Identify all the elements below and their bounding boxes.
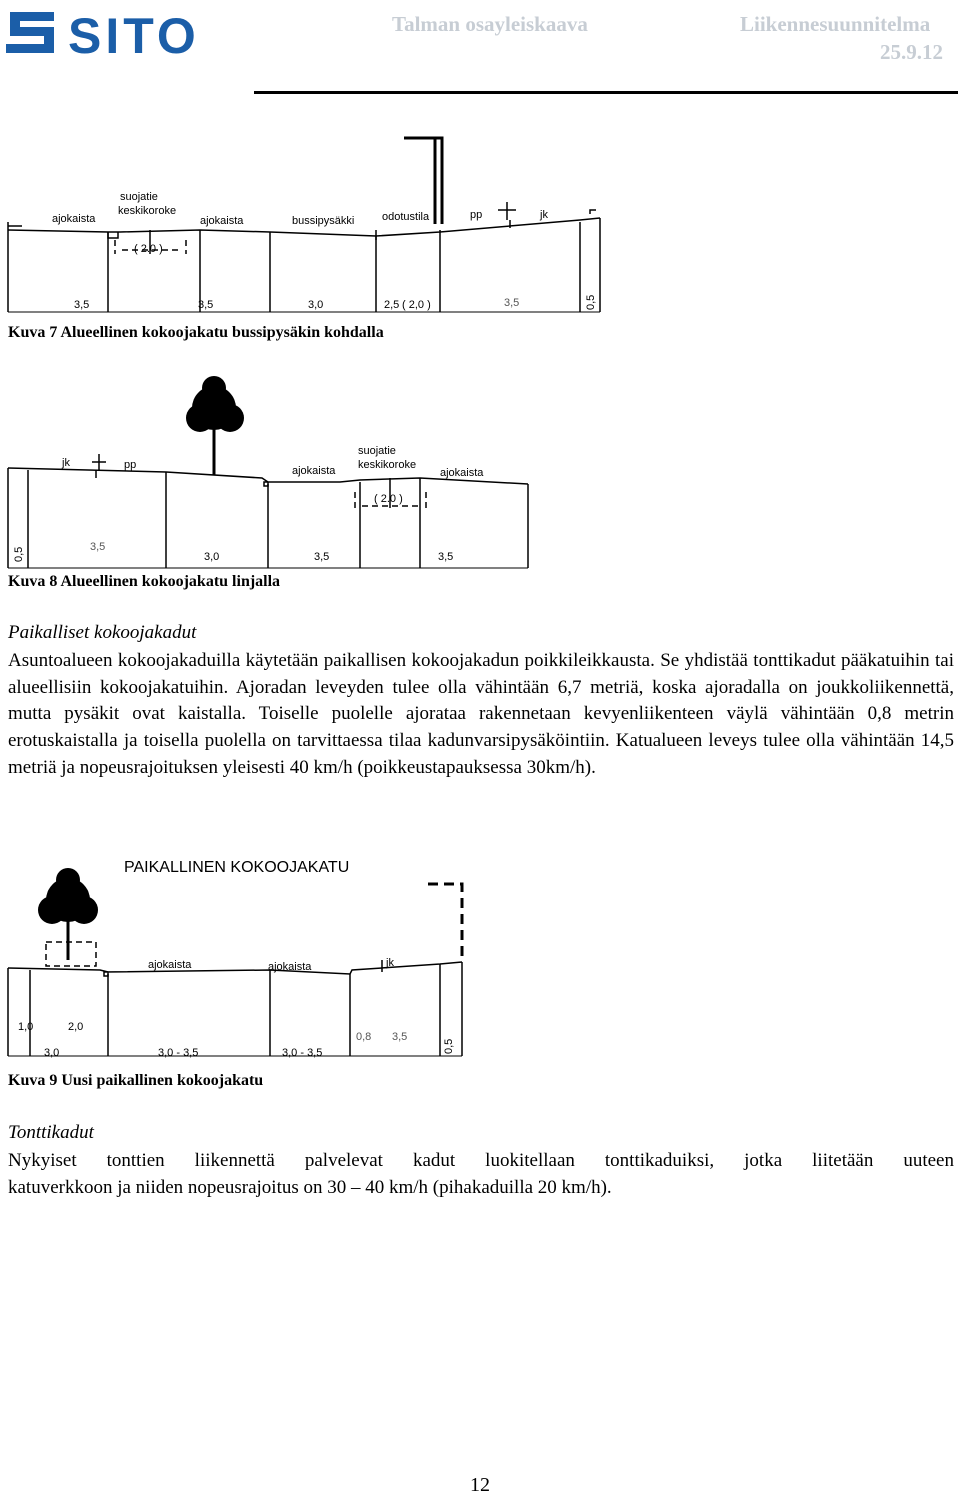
section-body-tonttikadut-line-1: Nykyiset tonttien liikennettä palvelevat kadut luokitellaan tonttikaduiksi, jotka liitetään uuteen — [8, 1150, 954, 1171]
f7-dim-5: ( 2,0 ) — [402, 299, 431, 311]
f7-label-keskikoroke: keskikoroke — [118, 205, 177, 217]
section-body-tonttikadut-line-2: katuverkkoon ja niiden nopeusrajoitus on 30 – 40 km/h (pihakaduilla 20 km/h). — [8, 1177, 612, 1198]
figure-9-caption: Kuva 9 Uusi paikallinen kokoojakatu — [8, 1072, 264, 1089]
f8-label-pp: pp — [124, 459, 137, 471]
f7-dim-6: 3,5 — [504, 297, 520, 309]
f9-dim-6: 0,8 — [356, 1031, 372, 1043]
sito-logo — [6, 4, 236, 62]
f7-label-ajokaista-1: ajokaista — [52, 213, 96, 225]
f9-label-ajokaista-1: ajokaista — [148, 959, 192, 971]
f9-dim-1: 1,0 — [18, 1021, 34, 1033]
f8-label-suojatie: suojatie — [358, 445, 396, 457]
f8-dim-3: 3,0 — [204, 551, 220, 563]
f9-label-jk: jk — [386, 957, 394, 969]
f7-label-pp: pp — [470, 209, 483, 221]
f9-label-ajokaista-2: ajokaista — [268, 961, 312, 973]
f7-dim-3: 3,0 — [308, 299, 324, 311]
header-date: 25.9.12 — [880, 40, 943, 64]
f9-dim-7: 3,5 — [392, 1031, 408, 1043]
f7-dim-1: 3,5 — [74, 299, 90, 311]
section-body-paikalliset-kokoojakadut: Asuntoalueen kokoojakaduilla käytetään paikallisen kokoojakadun poikkileikkausta. Se yhdistää tonttikadut pääkatuihin tai alueellisiin kokoojakatuihin. Ajoradan leveyden tulee olla vähintään 6,7 metriä, koska ajoradalla on joukkoliikennettä, mutta pysäkit ovat kaistalla. Toiselle puolelle ajorataa rakennetaan kevyenliikenteen väylä vähintään 0,8 metrin erotuskaistalla ja toisella puolella on tarvittaessa tilaa kadunvarsipysäköintiin. Katualueen leveys tulee olla vähintään 14,5 metriä ja nopeusrajoituksen yleisesti 40 km/h (poikkeustapauksessa 30km/h). — [8, 650, 954, 778]
f8-label-keskikoroke: keskikoroke — [358, 459, 417, 471]
f8-dim-1: 0,5 — [13, 546, 25, 562]
figure-9-cross-section — [0, 850, 480, 1066]
figure-8-cross-section — [0, 370, 540, 574]
figure-8-caption: Kuva 8 Alueellinen kokoojakatu linjalla — [8, 573, 281, 590]
f9-dim-8: 0,5 — [443, 1038, 455, 1054]
header-section-title: Liikennesuunnitelma — [740, 12, 931, 36]
f8-dim-4: 3,5 — [314, 551, 330, 563]
logo-text: SITO — [68, 8, 200, 62]
f7-dim-7: 0,5 — [585, 294, 597, 310]
f7-label-dim-paren: ( 2.0 ) — [134, 243, 163, 255]
f7-label-odotustila: odotustila — [382, 211, 430, 223]
header-rule — [254, 91, 958, 94]
f7-label-ajokaista-2: ajokaista — [200, 215, 244, 227]
figure-7-cross-section — [0, 130, 610, 320]
f9-dim-2: 2,0 — [68, 1021, 84, 1033]
f7-label-bussipysakki: bussipysäkki — [292, 215, 355, 227]
f8-label-ajokaista-1: ajokaista — [292, 465, 336, 477]
f7-label-jk: jk — [540, 209, 548, 221]
section-heading-tonttikadut: Tonttikadut — [8, 1122, 94, 1143]
f9-dim-5: 3,0 - 3,5 — [282, 1047, 323, 1059]
f7-label-suojatie: suojatie — [120, 191, 158, 203]
section-heading-paikalliset-kokoojakadut: Paikalliset kokoojakadut — [8, 622, 197, 643]
f8-dim-5: 3,5 — [438, 551, 454, 563]
f8-tree-icon — [186, 376, 244, 432]
logo-s-mark — [6, 12, 54, 53]
f8-label-jk: jk — [62, 457, 70, 469]
f9-tree-icon — [38, 868, 98, 924]
f8-label-dim-paren: ( 2.0 ) — [374, 493, 403, 505]
f9-title: PAIKALLINEN KOKOOJAKATU — [124, 859, 350, 876]
header-document-title: Talman osayleiskaava — [392, 12, 588, 36]
figure-7-caption: Kuva 7 Alueellinen kokoojakatu bussipysäkin kohdalla — [8, 324, 384, 341]
f7-dim-4: 2,5 — [384, 299, 400, 311]
f8-label-ajokaista-2: ajokaista — [440, 467, 484, 479]
f9-dim-4: 3,0 - 3,5 — [158, 1047, 199, 1059]
f7-dim-2: 3,5 — [198, 299, 214, 311]
f8-dim-2: 3,5 — [90, 541, 106, 553]
page-number: 12 — [470, 1474, 490, 1496]
f9-dim-3: 3,0 — [44, 1047, 60, 1059]
